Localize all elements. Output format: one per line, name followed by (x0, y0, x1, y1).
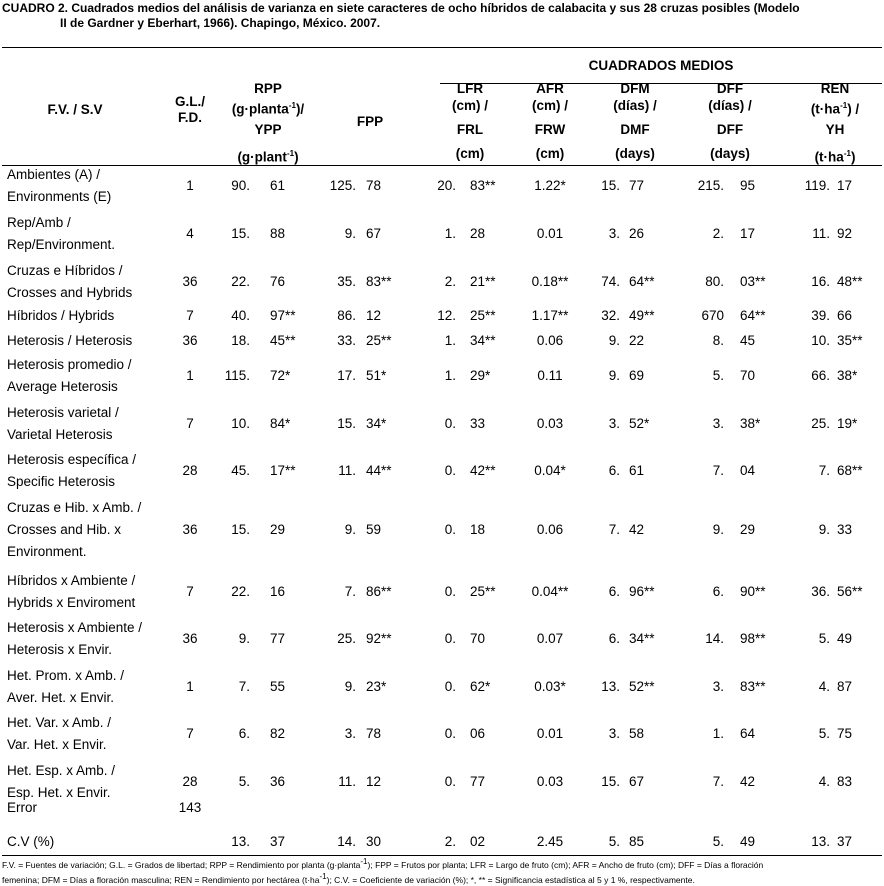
row-0-dfm-b: 77 (629, 178, 645, 193)
row-7-lfr-a: 0. (444, 463, 456, 478)
row-15-source-line-1: C.V (%) (7, 834, 55, 849)
row-11-ren-a: 4. (818, 679, 830, 694)
row-5-lfr-a: 1. (444, 368, 456, 383)
row-6-fpp-a: 15. (337, 416, 356, 431)
header-afr-line-3: FRW (534, 122, 566, 137)
row-8-lfr-a: 0. (444, 522, 456, 537)
row-10-dff-a: 14. (705, 631, 724, 646)
row-3-lfr-a: 12. (437, 308, 456, 323)
row-9-dfm-b: 96** (629, 584, 655, 599)
header-gl-line-1: G.L./ (175, 94, 205, 109)
row-8-lfr-b: 18 (470, 522, 486, 537)
row-6-fpp-b: 34* (366, 416, 387, 431)
row-7-source-line-1: Heterosis específica / (7, 452, 137, 467)
row-8-source-line-3: Environment. (7, 544, 87, 559)
row-10-rpp-b: 77 (270, 631, 286, 646)
footnote-line-1: F.V. = Fuentes de variación; G.L. = Grados de libertad; RPP = Rendimiento por planta (g·planta$^{-1}$); FPP = Frutos por planta; LFR = Largo de fruto (cm); AFR = Ancho de fruto (cm); DFF = Días a floración (2, 857, 764, 870)
row-5-dfm-b: 69 (629, 368, 645, 383)
row-11-dfm-a: 13. (601, 679, 620, 694)
row-4-dff-b: 45 (740, 333, 756, 348)
row-8-dfm-b: 42 (629, 522, 645, 537)
row-1-source-line-1: Rep/Amb / (7, 215, 71, 230)
row-3-lfr-b: 25** (470, 308, 496, 323)
row-11-source-line-2: Aver. Het. x Envir. (7, 690, 115, 705)
row-2-source-line-2: Crosses and Hybrids (7, 285, 133, 300)
row-12-lfr-a: 0. (444, 726, 456, 741)
row-3-afr: 1.17** (531, 308, 569, 323)
header-dfm-line-2: (días) / (613, 98, 657, 113)
row-0-fpp-b: 78 (366, 178, 382, 193)
header-ren-line-2: $(t\cdot ha^{-1})$ / (810, 101, 860, 117)
row-2-dff-b: 03** (740, 274, 766, 289)
row-7-ren-a: 7. (818, 463, 830, 478)
row-8-dff-b: 29 (740, 522, 756, 537)
row-10-source-line-2: Heterosis x Envir. (7, 642, 113, 657)
row-1-rpp-b: 88 (270, 226, 286, 241)
row-12-dff-a: 1. (712, 726, 724, 741)
row-12-dfm-b: 58 (629, 726, 645, 741)
row-5-lfr-b: 29* (470, 368, 491, 383)
row-13-lfr-b: 77 (470, 774, 486, 789)
row-7-fpp-b: 44** (366, 463, 392, 478)
row-10-source-line-1: Heterosis x Ambiente / (7, 620, 143, 635)
row-0-dff-b: 95 (740, 178, 756, 193)
row-6-afr: 0.03 (536, 416, 564, 431)
row-5-fpp-a: 17. (337, 368, 356, 383)
row-4-source-line-1: Heterosis / Heterosis (7, 333, 133, 348)
row-2-lfr-a: 2. (444, 274, 456, 289)
row-15-ren-a: 13. (811, 834, 830, 849)
row-7-afr: 0.04* (534, 463, 566, 478)
row-9-rpp-b: 16 (270, 584, 286, 599)
row-9-fpp-b: 86** (366, 584, 392, 599)
row-12-source-line-2: Var. Het. x Envir. (7, 737, 107, 752)
row-10-ren-b: 49 (837, 631, 853, 646)
row-12-lfr-b: 06 (470, 726, 486, 741)
row-2-rpp-b: 76 (270, 274, 286, 289)
row-2-ren-b: 48** (837, 274, 863, 289)
row-2-afr: 0.18** (531, 274, 569, 289)
header-fpp: FPP (356, 114, 384, 129)
row-7-source-line-2: Specific Heterosis (7, 474, 116, 489)
row-3-source-line-1: Híbridos / Hybrids (7, 308, 115, 323)
row-12-gl: 7 (186, 726, 194, 741)
row-5-ren-b: 38* (837, 368, 858, 383)
row-11-afr: 0.03* (534, 679, 566, 694)
header-cuadrados-medios: CUADRADOS MEDIOS (588, 58, 734, 73)
row-2-fpp-b: 83** (366, 274, 392, 289)
row-0-lfr-b: 83** (470, 178, 496, 193)
row-15-fpp-a: 14. (337, 834, 356, 849)
row-15-lfr-a: 2. (444, 834, 456, 849)
header-ren-line-1: REN (820, 81, 850, 96)
row-0-ren-b: 17 (837, 178, 853, 193)
row-9-dff-a: 6. (712, 584, 724, 599)
row-10-ren-a: 5. (818, 631, 830, 646)
row-12-dfm-a: 3. (608, 726, 620, 741)
row-1-dfm-b: 26 (629, 226, 645, 241)
row-1-ren-a: 11. (812, 226, 830, 241)
row-10-fpp-b: 92** (366, 631, 392, 646)
row-5-rpp-b: 72* (270, 368, 291, 383)
row-3-ren-a: 39. (811, 308, 830, 323)
row-13-rpp-a: 5. (238, 774, 250, 789)
row-3-rpp-b: 97** (270, 308, 296, 323)
header-afr-line-1: AFR (536, 81, 564, 96)
row-12-rpp-b: 82 (270, 726, 286, 741)
row-11-gl: 1 (186, 679, 194, 694)
row-4-dff-a: 8. (712, 333, 724, 348)
header-afr-line-4: (cm) (535, 146, 565, 161)
row-15-ren-b: 37 (837, 834, 853, 849)
row-6-lfr-a: 0. (444, 416, 456, 431)
row-11-lfr-a: 0. (444, 679, 456, 694)
row-6-dfm-a: 3. (608, 416, 620, 431)
row-2-dfm-a: 74. (601, 274, 620, 289)
row-5-gl: 1 (186, 368, 194, 383)
header-rpp-line-2: (g·planta$^{-1}$)/ (231, 101, 305, 117)
row-11-dff-b: 83** (740, 679, 766, 694)
row-13-dfm-a: 15. (601, 774, 620, 789)
row-7-dff-b: 04 (740, 463, 756, 478)
row-7-dff-a: 7. (712, 463, 724, 478)
row-6-rpp-a: 10. (231, 416, 250, 431)
row-3-dfm-b: 49** (629, 308, 655, 323)
row-5-rpp-a: 115. (224, 368, 250, 383)
row-1-lfr-b: 28 (470, 226, 486, 241)
row-0-dfm-a: 15. (601, 178, 620, 193)
row-2-gl: 36 (182, 274, 198, 289)
row-9-source-line-1: Híbridos x Ambiente / (7, 573, 136, 588)
row-4-dfm-b: 22 (629, 333, 645, 348)
row-5-dff-a: 5. (712, 368, 724, 383)
row-15-rpp-b: 37 (270, 834, 286, 849)
header-dff-line-4: (days) (710, 146, 750, 161)
row-4-fpp-a: 33. (337, 333, 356, 348)
row-3-fpp-b: 12 (366, 308, 382, 323)
row-2-rpp-a: 22. (231, 274, 250, 289)
row-4-ren-a: 10. (811, 333, 830, 348)
row-7-fpp-a: 11. (338, 463, 356, 478)
row-1-rpp-a: 15. (231, 226, 250, 241)
caption-line-1: CUADRO 2. Cuadrados medios del análisis de varianza en siete caracteres de ocho híbridos de calabacita y sus 28 cruzas posibles (Modelo (2, 1, 800, 15)
row-9-source-line-2: Hybrids x Enviroment (7, 595, 136, 610)
header-dfm-line-3: DMF (620, 122, 650, 137)
row-5-dfm-a: 9. (608, 368, 620, 383)
row-13-source-line-1: Het. Esp. x Amb. / (7, 763, 116, 778)
row-4-rpp-b: 45** (270, 333, 296, 348)
row-9-lfr-b: 25** (470, 584, 496, 599)
row-6-source-line-1: Heterosis varietal / (7, 405, 119, 420)
row-4-dfm-a: 9. (608, 333, 620, 348)
row-12-dff-b: 64 (740, 726, 756, 741)
row-8-fpp-a: 9. (344, 522, 356, 537)
row-15-fpp-b: 30 (366, 834, 382, 849)
row-9-dfm-a: 6. (608, 584, 620, 599)
row-1-fpp-b: 67 (366, 226, 382, 241)
row-13-fpp-b: 12 (366, 774, 382, 789)
row-3-dff-a: 670 (701, 308, 724, 323)
row-0-lfr-a: 20. (437, 178, 456, 193)
row-11-source-line-1: Het. Prom. x Amb. / (7, 668, 125, 683)
row-1-fpp-a: 9. (344, 226, 356, 241)
row-0-rpp-b: 61 (270, 178, 286, 193)
row-8-rpp-a: 15. (231, 522, 250, 537)
table-caption (2, 1, 882, 31)
row-9-ren-a: 36. (811, 584, 830, 599)
row-1-dfm-a: 3. (608, 226, 620, 241)
row-0-dff-a: 215. (697, 178, 724, 193)
row-7-rpp-b: 17** (270, 463, 296, 478)
row-10-afr: 0.07 (536, 631, 564, 646)
row-0-fpp-a: 125. (329, 178, 356, 193)
row-3-dff-b: 64** (740, 308, 766, 323)
row-9-afr: 0.04** (531, 584, 569, 599)
row-14-source-line-1: Error (7, 800, 37, 815)
row-4-afr: 0.06 (536, 333, 564, 348)
header-ren-line-4: $(t\cdot ha^{-1})$ (814, 149, 856, 165)
row-8-source-line-2: Crosses and Hib. x (7, 522, 122, 537)
row-13-gl: 28 (182, 774, 198, 789)
row-13-lfr-a: 0. (444, 774, 456, 789)
row-4-fpp-b: 25** (366, 333, 392, 348)
row-1-source-line-2: Rep/Environment. (7, 237, 116, 252)
header-dff-line-3: DFF (716, 122, 744, 137)
row-7-dfm-b: 61 (629, 463, 645, 478)
row-11-rpp-b: 55 (270, 679, 286, 694)
row-9-ren-b: 56** (837, 584, 863, 599)
row-4-ren-b: 35** (837, 333, 863, 348)
row-13-afr: 0.03 (536, 774, 564, 789)
row-2-lfr-b: 21** (470, 274, 496, 289)
row-12-source-line-1: Het. Var. x Amb. / (7, 715, 112, 730)
row-0-ren-a: 119. (804, 178, 830, 193)
caption-line-2: II de Gardner y Eberhart, 1966). Chapingo, México. 2007. (60, 16, 381, 30)
footnote-line-2: femenina; DFM = Días a floración masculina; REN = Rendimiento por hectárea $(t\cdot ha^{-1})$; C.V. = Coeficiente de variación (%); *, ** = Significancia estadística al 5 y 1 %, respectivamente. (2, 871, 695, 885)
row-10-lfr-a: 0. (444, 631, 456, 646)
row-11-ren-b: 87 (837, 679, 853, 694)
row-15-dff-b: 49 (740, 834, 756, 849)
row-1-gl: 4 (186, 226, 194, 241)
header-afr-line-2: (cm) / (531, 98, 568, 113)
row-12-rpp-a: 6. (238, 726, 250, 741)
row-9-lfr-a: 0. (444, 584, 456, 599)
row-13-rpp-b: 36 (270, 774, 286, 789)
row-13-ren-a: 4. (818, 774, 830, 789)
row-0-rpp-a: 90. (231, 178, 250, 193)
row-2-dfm-b: 64** (629, 274, 655, 289)
row-3-rpp-a: 40. (231, 308, 250, 323)
row-10-gl: 36 (182, 631, 198, 646)
header-rpp-line-4: (g·plant$^{-1}$) (237, 149, 299, 165)
header-lfr-line-4: (cm) (455, 146, 485, 161)
row-10-lfr-b: 70 (470, 631, 486, 646)
row-11-rpp-a: 7. (238, 679, 250, 694)
row-15-lfr-b: 02 (470, 834, 486, 849)
header-fv: F.V. / S.V (47, 102, 103, 117)
row-15-dff-a: 5. (712, 834, 724, 849)
row-10-rpp-a: 9. (238, 631, 250, 646)
row-5-source-line-2: Average Heterosis (7, 379, 118, 394)
row-14-gl: 143 (178, 800, 202, 815)
row-3-fpp-a: 86. (337, 308, 356, 323)
row-13-fpp-a: 11. (338, 774, 356, 789)
row-7-lfr-b: 42** (470, 463, 496, 478)
row-6-source-line-2: Varietal Heterosis (7, 427, 113, 442)
row-11-lfr-b: 62* (470, 679, 491, 694)
row-15-dfm-a: 5. (608, 834, 620, 849)
row-2-source-line-1: Cruzas e Híbridos / (7, 263, 123, 278)
row-7-dfm-a: 6. (608, 463, 620, 478)
row-4-rpp-a: 18. (231, 333, 250, 348)
header-dff-line-2: (días) / (708, 98, 752, 113)
header-rule (2, 165, 882, 166)
row-0-gl: 1 (186, 178, 194, 193)
row-5-fpp-b: 51* (366, 368, 387, 383)
row-8-ren-a: 9. (818, 522, 830, 537)
row-9-fpp-a: 7. (344, 584, 356, 599)
row-3-dfm-a: 32. (601, 308, 620, 323)
row-5-dff-b: 70 (740, 368, 756, 383)
row-0-source-line-1: Ambientes (A) / (7, 167, 101, 182)
row-2-fpp-a: 35. (337, 274, 356, 289)
row-6-ren-a: 25. (811, 416, 830, 431)
row-11-fpp-a: 9. (344, 679, 356, 694)
row-13-dfm-b: 67 (629, 774, 645, 789)
row-6-dff-a: 3. (712, 416, 724, 431)
header-dfm-line-1: DFM (620, 81, 650, 96)
row-5-source-line-1: Heterosis promedio / (7, 357, 132, 372)
row-8-fpp-b: 59 (366, 522, 382, 537)
row-3-gl: 7 (186, 308, 194, 323)
header-ren-line-3: YH (825, 122, 845, 137)
header-rpp-line-1: RPP (254, 81, 282, 96)
row-8-afr: 0.06 (536, 522, 564, 537)
row-7-ren-b: 68** (837, 463, 863, 478)
row-4-lfr-b: 34** (470, 333, 496, 348)
header-dfm-line-4: (days) (615, 146, 655, 161)
row-1-afr: 0.01 (536, 226, 564, 241)
table-footnote (2, 856, 882, 886)
row-1-dff-b: 17 (740, 226, 756, 241)
row-4-gl: 36 (182, 333, 198, 348)
row-8-dff-a: 9. (712, 522, 724, 537)
row-15-dfm-b: 85 (629, 834, 645, 849)
row-13-ren-b: 83 (837, 774, 853, 789)
row-6-ren-b: 19* (837, 416, 858, 431)
row-11-dfm-b: 52** (629, 679, 655, 694)
row-6-dfm-b: 52* (629, 416, 650, 431)
row-11-dff-a: 3. (712, 679, 724, 694)
row-8-ren-b: 33 (837, 522, 853, 537)
row-12-ren-a: 5. (818, 726, 830, 741)
top-rule (2, 47, 882, 48)
row-10-fpp-a: 25. (337, 631, 356, 646)
header-rpp-line-3: YPP (254, 122, 282, 137)
row-2-dff-a: 80. (705, 274, 724, 289)
row-4-lfr-a: 1. (444, 333, 456, 348)
row-8-gl: 36 (182, 522, 198, 537)
row-10-dff-b: 98** (740, 631, 766, 646)
row-13-dff-a: 7. (712, 774, 724, 789)
row-6-lfr-b: 33 (470, 416, 486, 431)
row-12-fpp-a: 3. (344, 726, 356, 741)
row-7-gl: 28 (182, 463, 198, 478)
row-15-afr: 2.45 (536, 834, 564, 849)
row-13-source-line-2: Esp. Het. x Envir. (7, 785, 111, 800)
row-1-dff-a: 2. (712, 226, 724, 241)
row-11-fpp-b: 23* (366, 679, 387, 694)
header-gl-line-2: F.D. (177, 110, 202, 125)
row-9-gl: 7 (186, 584, 194, 599)
row-2-ren-a: 16. (811, 274, 830, 289)
row-10-dfm-b: 34** (629, 631, 655, 646)
row-3-ren-b: 66 (837, 308, 853, 323)
row-0-source-line-2: Environments (E) (7, 189, 112, 204)
row-10-dfm-a: 6. (608, 631, 620, 646)
row-9-dff-b: 90** (740, 584, 766, 599)
row-8-rpp-b: 29 (270, 522, 286, 537)
row-8-source-line-1: Cruzas e Hib. x Amb. / (7, 500, 142, 515)
row-6-rpp-b: 84* (270, 416, 291, 431)
row-5-afr: 0.11 (537, 368, 563, 383)
header-lfr-line-3: FRL (456, 122, 484, 137)
row-8-dfm-a: 7. (608, 522, 620, 537)
row-0-afr: 1.22* (534, 178, 566, 193)
row-5-ren-a: 66. (811, 368, 830, 383)
row-9-rpp-a: 22. (231, 584, 250, 599)
row-12-ren-b: 75 (837, 726, 853, 741)
header-dff-line-1: DFF (716, 81, 744, 96)
row-12-afr: 0.01 (536, 726, 564, 741)
row-1-ren-b: 92 (837, 226, 853, 241)
header-lfr-line-2: (cm) / (451, 98, 488, 113)
row-6-gl: 7 (186, 416, 194, 431)
row-6-dff-b: 38* (740, 416, 761, 431)
row-12-fpp-b: 78 (366, 726, 382, 741)
header-lfr-line-1: LFR (456, 81, 484, 96)
row-7-rpp-a: 45. (231, 463, 250, 478)
row-15-rpp-a: 13. (231, 834, 250, 849)
row-13-dff-b: 42 (740, 774, 756, 789)
row-1-lfr-a: 1. (444, 226, 456, 241)
